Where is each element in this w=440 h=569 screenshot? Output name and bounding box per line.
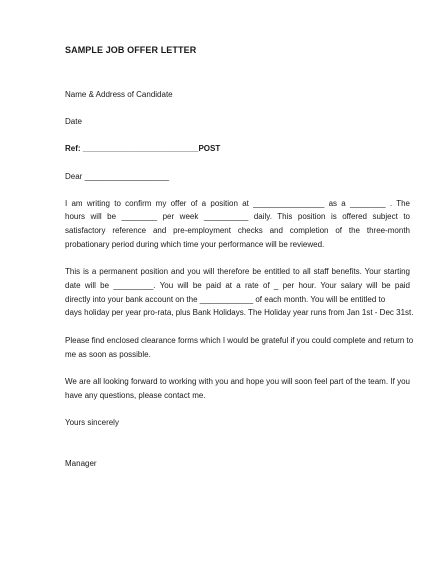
paragraph-3-line-1: Please find enclosed clearance forms which I would be grateful if you could complete and return to	[65, 336, 414, 345]
paragraph-2-line-3: directly into your bank account on the ____________ of each month. You will be entitled to	[65, 295, 386, 304]
paragraph-4-line-1: We are all looking forward to working with you and hope you will soon feel part of the team. If you	[65, 377, 410, 386]
date-line: Date	[65, 117, 82, 126]
paragraph-2-line-4: days holiday per year pro-rata, plus Bank Holidays. The Holiday year runs from Jan 1st - Dec 31st.	[65, 308, 414, 317]
paragraph-3-line-2: me as soon as possible.	[65, 350, 151, 359]
reference-line: Ref: __________________________POST	[65, 144, 221, 153]
signature-line: Manager	[65, 459, 97, 468]
paragraph-2-line-1: This is a permanent position and you will therefore be entitled to all staff benefits. Your starting	[65, 267, 410, 276]
paragraph-1-line-1: I am writing to confirm my offer of a position at ________________ as a ________ . The	[65, 199, 410, 208]
candidate-address-line: Name & Address of Candidate	[65, 90, 173, 99]
paragraph-1-line-4: probationary period during which time your performance will be reviewed.	[65, 240, 325, 249]
paragraph-1-line-3: satisfactory reference and pre-employment checks and completion of the three-month	[65, 226, 410, 235]
paragraph-4-line-2: have any questions, please contact me.	[65, 391, 206, 400]
paragraph-2-line-2: date will be _________. You will be paid at a rate of _ per hour. Your salary will be paid	[65, 281, 410, 290]
paragraph-1-line-2: hours will be ________ per week __________ daily. This position is offered subject to	[65, 212, 410, 221]
letter-title: SAMPLE JOB OFFER LETTER	[65, 45, 197, 55]
closing-line: Yours sincerely	[65, 418, 119, 427]
salutation-line: Dear ___________________	[65, 172, 170, 181]
